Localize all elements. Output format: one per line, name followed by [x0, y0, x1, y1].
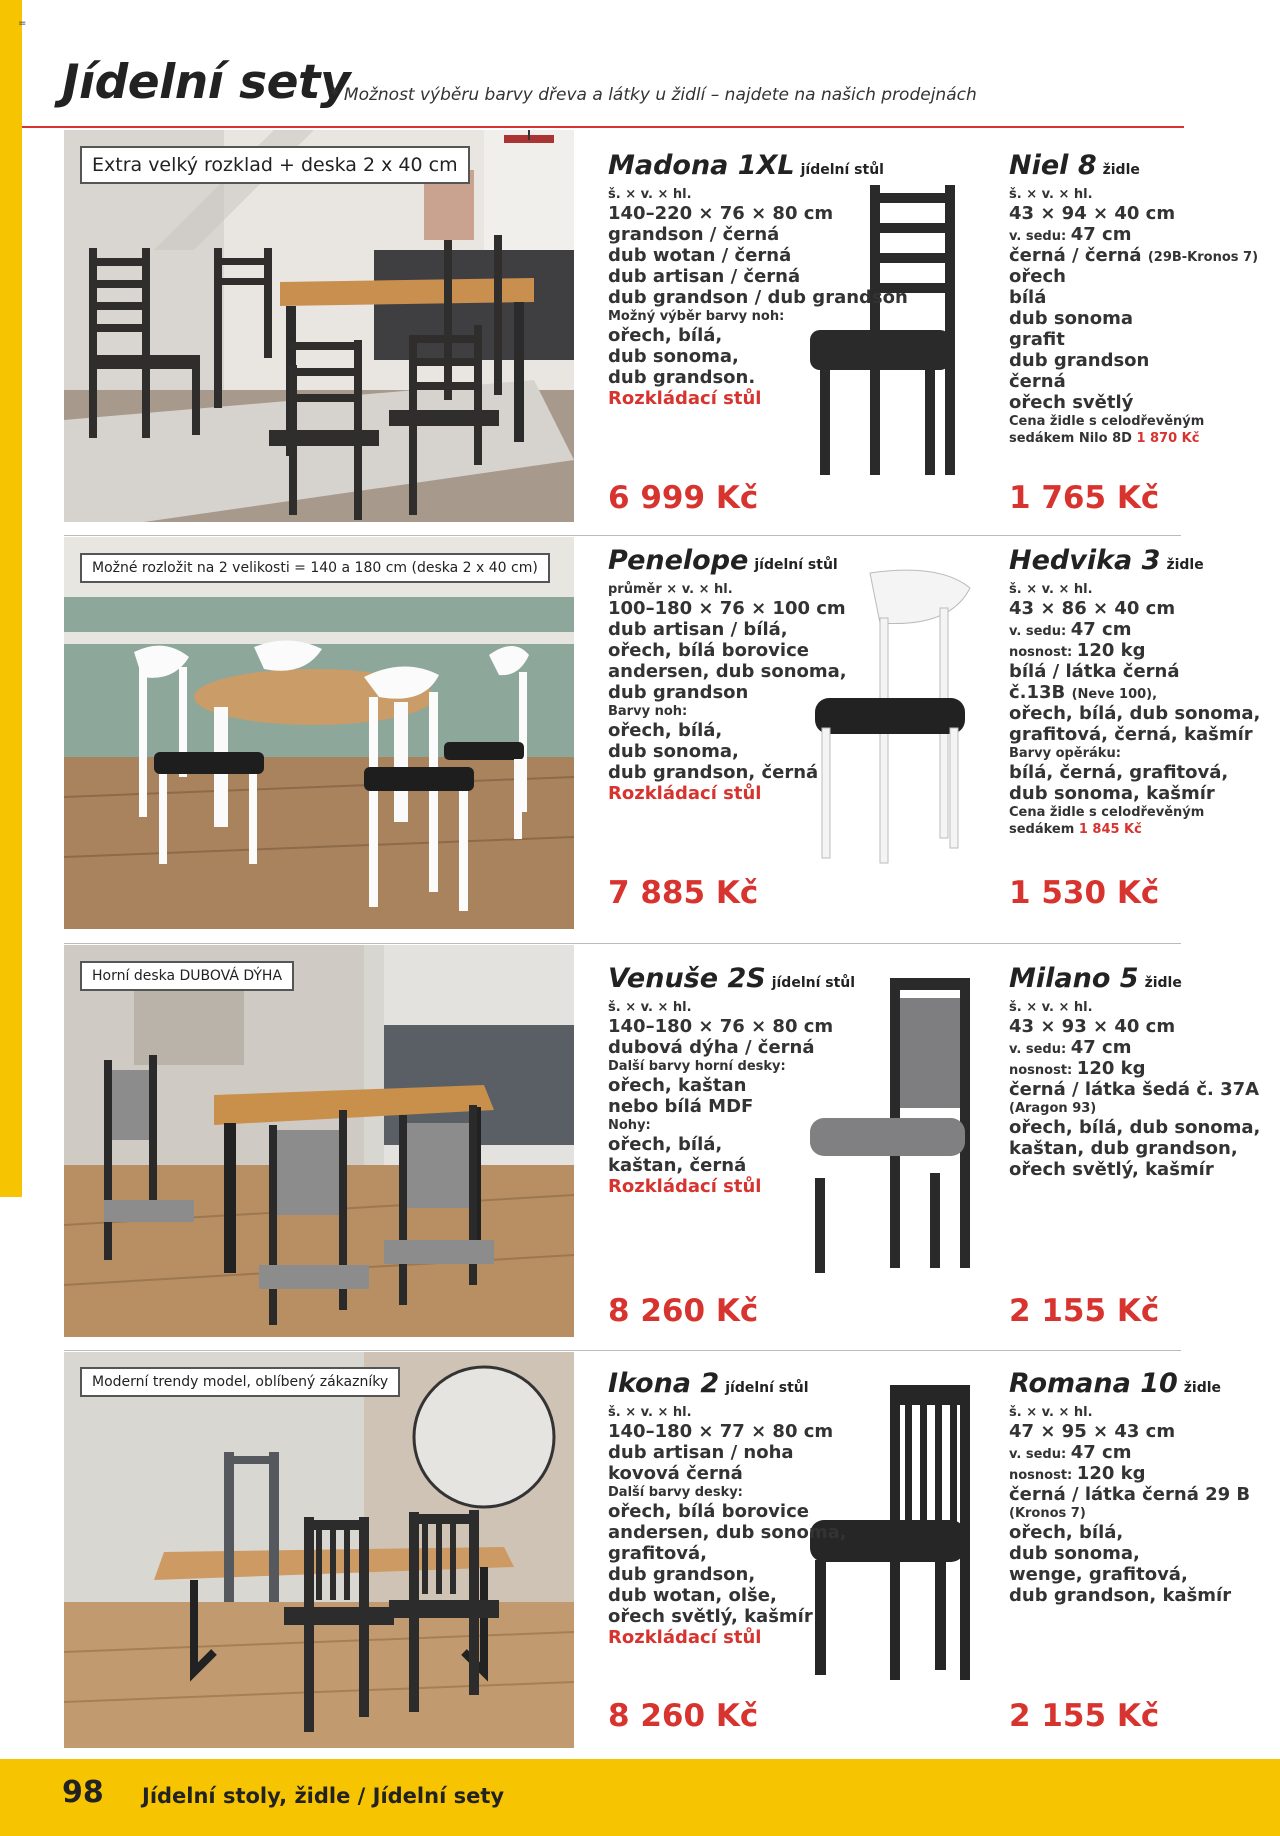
product-info-table [608, 963, 855, 1198]
spec-text: dubová dýha / černá [608, 1037, 815, 1058]
spec-text: (Kronos 7) [1009, 1506, 1086, 1521]
dimension-label: š. × v. × hl. [608, 1000, 692, 1015]
dimension-label: š. × v. × hl. [1009, 187, 1093, 202]
product-name [608, 545, 847, 581]
spec-value [608, 266, 908, 287]
product-type: jídelní stůl [754, 557, 838, 573]
page-subtitle: * Možnost výběru barvy dřeva a látky u židlí – najdete na našich prodejnách [330, 85, 977, 105]
spec-text: ořech, bílá, [608, 720, 723, 741]
spec-value [1009, 371, 1258, 392]
spec-value [1009, 724, 1260, 745]
product-name [1009, 963, 1260, 999]
spec-value [608, 367, 908, 388]
spec-value [608, 1096, 855, 1117]
spec-value [608, 1037, 855, 1058]
callout-label: Možné rozložit na 2 velikosti = 140 a 180 cm (deska 2 x 40 cm) [80, 553, 550, 583]
spec-text: černá [1009, 371, 1066, 392]
spec-text: dub sonoma, [1009, 1543, 1140, 1564]
product-name [1009, 1368, 1250, 1404]
product-price: 8 260 Kč [608, 1698, 759, 1734]
spec-value [608, 1442, 847, 1463]
spec-value [608, 1016, 855, 1037]
corner-mark: = [18, 18, 27, 29]
spec-text: dub grandson [608, 682, 749, 703]
spec-value [1009, 308, 1258, 329]
spec-text: Nohy: [608, 1118, 651, 1133]
spec-label [1009, 1058, 1260, 1079]
spec-text: ořech [1009, 266, 1066, 287]
spec-value [608, 1155, 855, 1176]
extendable-table-note [608, 388, 908, 410]
spec-label [1009, 619, 1260, 640]
spec-value [1009, 1484, 1250, 1505]
product-name-text: Penelope [608, 545, 749, 576]
spec-text: 43 × 93 × 40 cm [1009, 1016, 1176, 1037]
product-price: 2 155 Kč [1009, 1293, 1160, 1329]
spec-inline-value: 120 kg [1076, 640, 1146, 661]
spec-text: v. sedu: [1009, 1042, 1067, 1057]
spec-text: dub grandson, kašmír [1009, 1585, 1232, 1606]
spec-text: 43 × 86 × 40 cm [1009, 598, 1176, 619]
product-info-chair [1009, 545, 1260, 838]
product-price: 7 885 Kč [608, 875, 759, 911]
spec-inline-value: 120 kg [1076, 1463, 1146, 1484]
spec-text: dub sonoma, [608, 346, 739, 367]
product-name-text: Romana 10 [1009, 1368, 1178, 1399]
spec-label [1009, 640, 1260, 661]
spec-text: sedákem [1009, 822, 1075, 837]
spec-text: nosnost: [1009, 1063, 1073, 1078]
product-name-text: Madona 1XL [608, 150, 795, 181]
spec-text: ořech, bílá, [608, 325, 723, 346]
spec-text: 100–180 × 76 × 100 cm [608, 598, 846, 619]
spec-text: nosnost: [1009, 1468, 1073, 1483]
spec-text: Barvy opěráku: [1009, 746, 1121, 761]
spec-text: wenge, grafitová, [1009, 1564, 1188, 1585]
spec-text: dub sonoma [1009, 308, 1134, 329]
spec-text: ořech, bílá, [608, 1134, 723, 1155]
dimension-label: š. × v. × hl. [1009, 582, 1093, 597]
product-info-chair [1009, 150, 1258, 447]
spec-value [608, 598, 847, 619]
spec-text: ořech, bílá borovice [608, 1501, 809, 1522]
dimension-label: š. × v. × hl. [1009, 1000, 1093, 1015]
page-title: Jídelní sety [62, 55, 351, 110]
spec-text: dub grandson [1009, 350, 1150, 371]
spec-text: dub wotan, olše, [608, 1585, 777, 1606]
spec-value [1009, 1079, 1260, 1100]
spec-text: dub sonoma, kašmír [1009, 783, 1215, 804]
spec-value [1009, 661, 1260, 682]
spec-label [1009, 413, 1258, 430]
spec-value [608, 640, 847, 661]
spec-value [1009, 1522, 1250, 1543]
product-name [608, 1368, 847, 1404]
spec-text: ořech světlý [1009, 392, 1134, 413]
product-name-text: Ikona 2 [608, 1368, 720, 1399]
spec-text: v. sedu: [1009, 229, 1067, 244]
dimension-label: průměr × v. × hl. [608, 582, 733, 597]
spec-text: grafitová, [608, 1543, 707, 1564]
spec-value [1009, 266, 1258, 287]
extendable-table-note [608, 1176, 855, 1198]
product-name-text: Venuše 2S [608, 963, 766, 994]
spec-value [608, 619, 847, 640]
title-divider [22, 126, 1184, 128]
row-divider [64, 535, 1181, 536]
spec-text: ořech, bílá borovice [608, 640, 809, 661]
spec-inline-value: 120 kg [1076, 1058, 1146, 1079]
spec-text: Rozkládací stůl [608, 388, 762, 409]
product-name [608, 150, 908, 186]
product-info-table [608, 150, 908, 410]
spec-inline-value: 47 cm [1070, 619, 1132, 640]
spec-text: ořech, bílá, dub sonoma, [1009, 703, 1261, 724]
spec-value [1009, 203, 1258, 224]
spec-label [608, 703, 847, 720]
spec-text: Možný výběr barvy noh: [608, 309, 785, 324]
product-info-table [608, 1368, 847, 1649]
spec-text: grandson / černá [608, 224, 780, 245]
product-name-text: Hedvika 3 [1009, 545, 1161, 576]
callout-label: Extra velký rozklad + deska 2 x 40 cm [80, 146, 470, 184]
spec-label [608, 308, 908, 325]
spec-text: 140–220 × 76 × 80 cm [608, 203, 834, 224]
spec-label [608, 1484, 847, 1501]
spec-inline-value: 47 cm [1070, 224, 1132, 245]
product-name [1009, 150, 1258, 186]
spec-label [1009, 224, 1258, 245]
spec-value [608, 1075, 855, 1096]
product-photo-madona-set [64, 130, 574, 522]
spec-text: dub grandson, černá [608, 762, 819, 783]
product-price: 8 260 Kč [608, 1293, 759, 1329]
product-photo-ikona-set [64, 1352, 574, 1748]
spec-label [1009, 1100, 1260, 1117]
spec-value [1009, 1016, 1260, 1037]
spec-text: dub grandson. [608, 367, 756, 388]
spec-label [1009, 1505, 1250, 1522]
spec-value [608, 287, 908, 308]
spec-text: Cena židle s celodřevěným [1009, 414, 1205, 429]
spec-label [1009, 1442, 1250, 1463]
extendable-table-note [608, 783, 847, 805]
spec-value [608, 1421, 847, 1442]
product-type: jídelní stůl [771, 975, 856, 991]
product-photo-venuse-set [64, 945, 574, 1337]
spec-label [1009, 1037, 1260, 1058]
spec-text: Rozkládací stůl [608, 783, 762, 804]
spec-value [1009, 1159, 1260, 1180]
dimension-label: š. × v. × hl. [608, 187, 692, 202]
spec-text: Barvy noh: [608, 704, 688, 719]
spec-text: dub grandson, [608, 1564, 756, 1585]
spec-inline-value: 47 cm [1070, 1037, 1132, 1058]
spec-label [1009, 804, 1260, 821]
spec-text: 140–180 × 77 × 80 cm [608, 1421, 834, 1442]
spec-text: č.13B [1009, 682, 1066, 703]
spec-value [1009, 703, 1260, 724]
product-info-chair [1009, 963, 1260, 1180]
spec-text: 140–180 × 76 × 80 cm [608, 1016, 834, 1037]
spec-text: andersen, dub sonoma, [608, 1522, 847, 1543]
spec-label [1009, 430, 1258, 447]
spec-text: andersen, dub sonoma, [608, 661, 847, 682]
spec-value [1009, 1117, 1260, 1138]
spec-label [1009, 745, 1260, 762]
spec-value [608, 741, 847, 762]
spec-label [608, 1117, 855, 1134]
spec-text: kaštan, černá [608, 1155, 747, 1176]
spec-text: grafit [1009, 329, 1065, 350]
product-type: jídelní stůl [725, 1380, 809, 1396]
product-info-table [608, 545, 847, 805]
spec-value [1009, 245, 1258, 266]
spec-label [1009, 1463, 1250, 1484]
spec-text: (Aragon 93) [1009, 1101, 1097, 1116]
spec-value [608, 1463, 847, 1484]
dimension-label: š. × v. × hl. [608, 1405, 692, 1420]
left-accent-bar [0, 0, 22, 1197]
product-name-text: Niel 8 [1009, 150, 1097, 181]
spec-value [1009, 682, 1260, 703]
spec-text: Rozkládací stůl [608, 1627, 762, 1648]
spec-value [1009, 1564, 1250, 1585]
spec-label [1009, 821, 1260, 838]
spec-text: kaštan, dub grandson, [1009, 1138, 1238, 1159]
spec-text: v. sedu: [1009, 624, 1067, 639]
spec-text: ořech, kaštan [608, 1075, 747, 1096]
spec-text: bílá, černá, grafitová, [1009, 762, 1229, 783]
spec-value [608, 203, 908, 224]
spec-text: nosnost: [1009, 645, 1073, 660]
spec-value [608, 1543, 847, 1564]
spec-text: černá / černá [1009, 245, 1142, 266]
spec-value [1009, 392, 1258, 413]
spec-label [608, 1058, 855, 1075]
spec-value [608, 1585, 847, 1606]
spec-value [608, 762, 847, 783]
row-divider [64, 1350, 1181, 1351]
spec-text: 47 × 95 × 43 cm [1009, 1421, 1176, 1442]
spec-value [608, 346, 908, 367]
product-name-text: Milano 5 [1009, 963, 1139, 994]
spec-value [608, 245, 908, 266]
spec-value [1009, 287, 1258, 308]
spec-text: dub artisan / bílá, [608, 619, 788, 640]
product-price: 1 530 Kč [1009, 875, 1160, 911]
product-type: jídelní stůl [800, 162, 884, 178]
spec-text: ořech světlý, kašmír [1009, 1159, 1214, 1180]
spec-text: nebo bílá MDF [608, 1096, 754, 1117]
dimension-label: š. × v. × hl. [1009, 1405, 1093, 1420]
spec-value [608, 720, 847, 741]
spec-value [1009, 598, 1260, 619]
footer-section-title: Jídelní stoly, židle / Jídelní sety [142, 1784, 505, 1808]
spec-value [608, 325, 908, 346]
spec-text: ořech, bílá, [1009, 1522, 1124, 1543]
spec-value [1009, 350, 1258, 371]
spec-text: Další barvy horní desky: [608, 1059, 786, 1074]
product-price: 2 155 Kč [1009, 1698, 1160, 1734]
spec-value [608, 1564, 847, 1585]
extendable-table-note [608, 1627, 847, 1649]
spec-value [1009, 762, 1260, 783]
spec-text: Cena židle s celodřevěným [1009, 805, 1205, 820]
alt-price: 1 845 Kč [1078, 822, 1142, 837]
spec-value [1009, 1421, 1250, 1442]
spec-text: sedákem Nilo 8D [1009, 431, 1132, 446]
spec-value [608, 661, 847, 682]
spec-text: Další barvy desky: [608, 1485, 743, 1500]
product-type: židle [1166, 557, 1204, 573]
spec-value [608, 1522, 847, 1543]
spec-text: ořech světlý, kašmír [608, 1606, 813, 1627]
spec-text: dub sonoma, [608, 741, 739, 762]
spec-value [608, 1501, 847, 1522]
spec-text: černá / látka černá 29 B [1009, 1484, 1251, 1505]
spec-value [1009, 1543, 1250, 1564]
product-info-chair [1009, 1368, 1250, 1606]
spec-note: (Neve 100), [1071, 687, 1158, 702]
spec-text: ořech, bílá, dub sonoma, [1009, 1117, 1261, 1138]
spec-value [608, 1134, 855, 1155]
spec-text: dub wotan / černá [608, 245, 792, 266]
product-type: židle [1144, 975, 1182, 991]
spec-text: v. sedu: [1009, 1447, 1067, 1462]
spec-value [608, 1606, 847, 1627]
row-divider [64, 943, 1181, 944]
spec-text: grafitová, černá, kašmír [1009, 724, 1253, 745]
spec-text: dub grandson / dub grandson [608, 287, 908, 308]
page-number: 98 [62, 1775, 104, 1810]
spec-value [1009, 783, 1260, 804]
spec-text: 43 × 94 × 40 cm [1009, 203, 1176, 224]
product-type: židle [1183, 1380, 1222, 1396]
spec-text: černá / látka šedá č. 37A [1009, 1079, 1260, 1100]
spec-inline-value: 47 cm [1070, 1442, 1132, 1463]
spec-text: dub artisan / noha [608, 1442, 794, 1463]
spec-text: dub artisan / černá [608, 266, 801, 287]
spec-note: (29B-Kronos 7) [1147, 250, 1259, 265]
alt-price: 1 870 Kč [1136, 431, 1200, 446]
product-price: 6 999 Kč [608, 480, 759, 516]
callout-label: Moderní trendy model, oblíbený zákazníky [80, 1367, 400, 1397]
spec-text: Rozkládací stůl [608, 1176, 762, 1197]
spec-value [608, 224, 908, 245]
spec-value [1009, 1138, 1260, 1159]
product-name [1009, 545, 1260, 581]
product-type: židle [1102, 162, 1140, 178]
spec-text: kovová černá [608, 1463, 743, 1484]
spec-text: bílá / látka černá [1009, 661, 1180, 682]
callout-label: Horní deska DUBOVÁ DÝHA [80, 961, 294, 991]
product-name [608, 963, 855, 999]
spec-value [1009, 329, 1258, 350]
product-photo-penelope-set [64, 537, 574, 929]
product-price: 1 765 Kč [1009, 480, 1160, 516]
spec-text: bílá [1009, 287, 1047, 308]
spec-value [608, 682, 847, 703]
spec-value [1009, 1585, 1250, 1606]
